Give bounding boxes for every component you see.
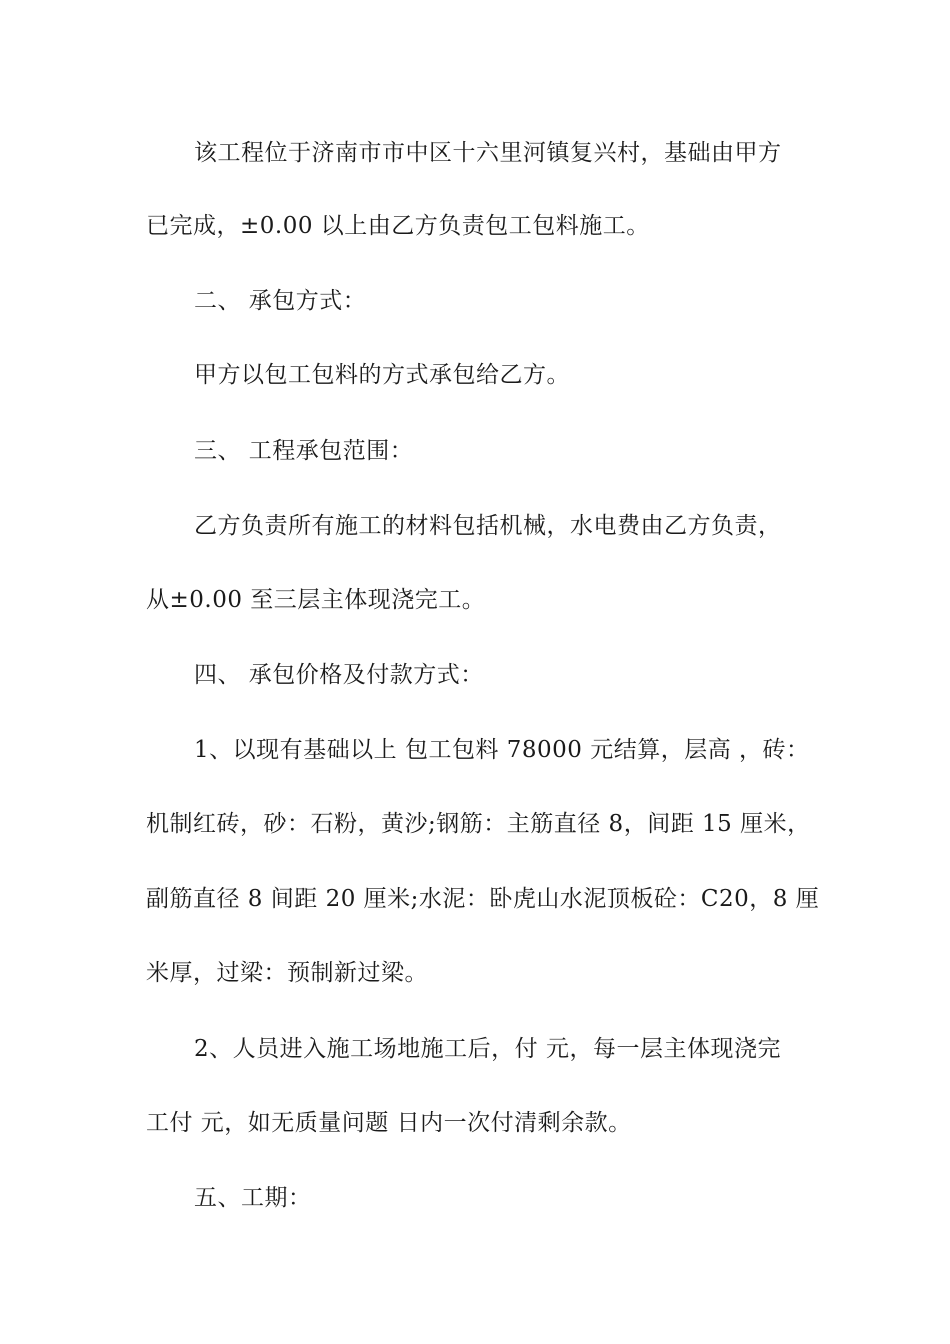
paragraph-line: 该工程位于济南市市中区十六里河镇复兴村，基础由甲方 [194,140,782,166]
paragraph-line: 机制红砖，砂：石粉，黄沙;钢筋：主筋直径 8，间距 15 厘米， [146,811,811,837]
paragraph-line: 从±0.00 至三层主体现浇完工。 [146,587,486,613]
paragraph-line: 已完成，±0.00 以上由乙方负责包工包料施工。 [146,213,650,239]
paragraph-line: 2、人员进入施工场地施工后，付 元，每一层主体现浇完 [194,1036,781,1062]
paragraph-line: 工付 元，如无质量问题 日内一次付清剩余款。 [146,1110,632,1136]
section-heading: 三、 工程承包范围： [194,438,414,464]
section-heading: 四、 承包价格及付款方式： [194,662,484,688]
section-heading: 五、工期： [194,1185,312,1211]
paragraph-line: 副筋直径 8 间距 20 厘米;水泥：卧虎山水泥顶板砼：C20，8 厘 [146,886,820,912]
paragraph-line: 米厚，过梁：预制新过梁。 [146,960,428,986]
section-heading: 二、 承包方式： [194,288,367,314]
paragraph-line: 甲方以包工包料的方式承包给乙方。 [194,362,570,388]
paragraph-line: 1、以现有基础以上 包工包料 78000 元结算，层高 ，砖： [194,737,810,763]
paragraph-line: 乙方负责所有施工的材料包括机械，水电费由乙方负责， [194,513,782,539]
